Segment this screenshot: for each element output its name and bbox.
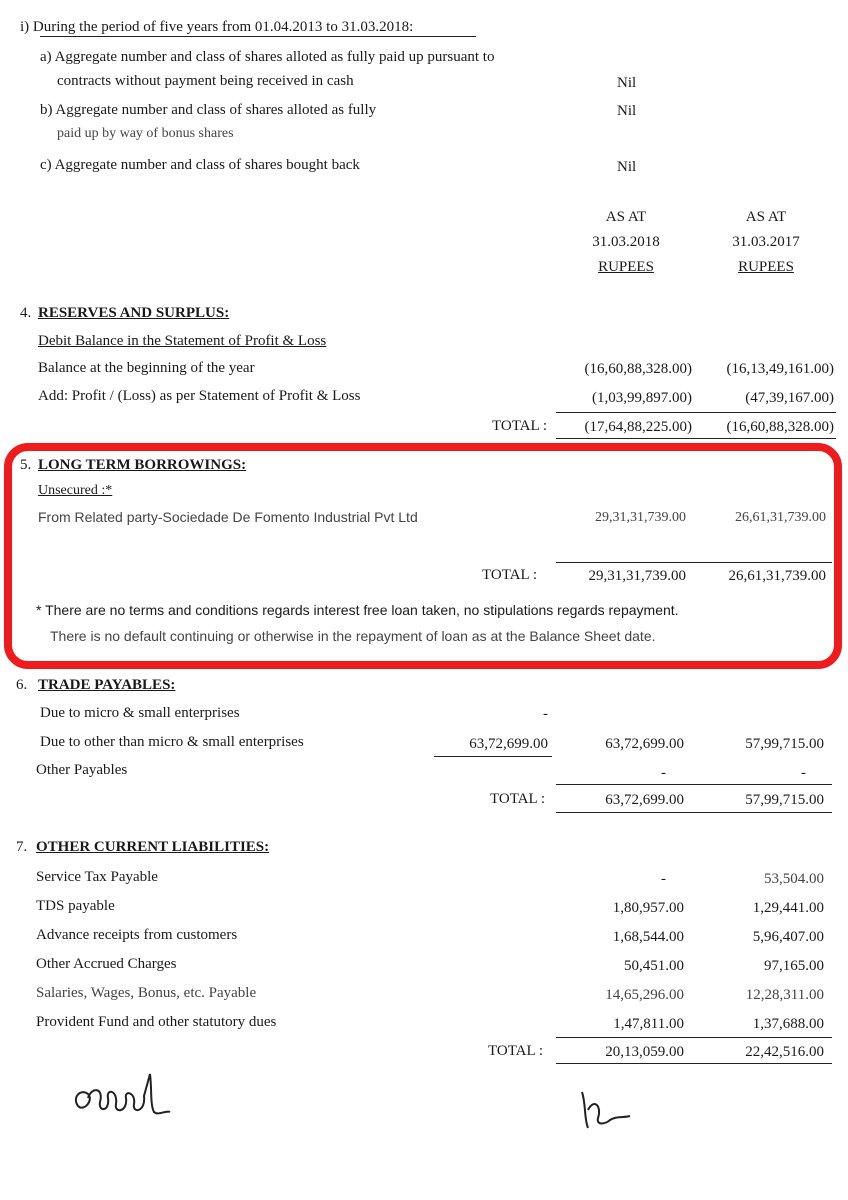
col-2017-currency: RUPEES [738,259,794,275]
payables-row-label: Due to other than micro & small enterprises [40,734,304,750]
liabilities-row-2018: 50,451.00 [624,958,684,974]
borrowings-total-2017: 26,61,31,739.00 [728,568,826,584]
borrowings-note-2: There is no default continuing or otherwise in the repayment of loan as at the Balance Sheet date. [50,628,656,644]
payables-row-2017: 57,99,715.00 [745,736,824,752]
reserves-total-2018: (17,64,88,225.00) [584,419,692,435]
liabilities-row-2018: 1,47,811.00 [613,1016,684,1032]
payables-row-2018: - [661,765,666,781]
col-2017-date: 31.03.2017 [732,234,800,250]
borrowings-total-label: TOTAL : [482,567,538,583]
payables-row-2017: - [801,765,806,781]
liabilities-row-label: Service Tax Payable [36,869,158,885]
col-2018-currency: RUPEES [598,259,654,275]
borrowings-note-1: * There are no terms and conditions regards interest free loan taken, no stipulations regards repayment. [36,602,679,618]
reserves-row-2017: (47,39,167.00) [745,390,834,406]
col-2018-as-at: AS AT [605,209,647,225]
liabilities-row-label: Provident Fund and other statutory dues [36,1014,277,1030]
payables-row-pre: 63,72,699.00 [469,736,548,752]
section-4-subheading: Debit Balance in the Statement of Profit & Loss [38,333,327,349]
payables-total-rule [556,784,832,785]
liabilities-row-label: Salaries, Wages, Bonus, etc. Payable [36,985,257,1001]
liabilities-row-label: TDS payable [36,898,115,914]
liabilities-row-2017: 97,165.00 [764,958,824,974]
payables-total-2018: 63,72,699.00 [605,792,684,808]
liabilities-row-label: Advance receipts from customers [36,927,238,943]
liabilities-row-2018: 1,80,957.00 [612,900,684,916]
liabilities-total-underline [556,1063,832,1064]
section-5-subheading: Unsecured :* [38,483,113,498]
reserves-row-label: Balance at the beginning of the year [38,360,255,376]
payables-total-label: TOTAL : [490,791,546,807]
reserves-row-2017: (16,13,49,161.00) [726,361,834,377]
period-heading: i) During the period of five years from 01.04.2013 to 31.03.2018: [20,19,414,35]
item-b-line1: b) Aggregate number and class of shares alloted as fully [40,102,377,118]
payables-total-underline [556,812,832,813]
reserves-total-label: TOTAL : [492,418,548,434]
reserves-total-underline [556,438,836,439]
payables-row-pre: - [543,706,548,722]
liabilities-row-2018: - [661,871,666,887]
payables-pre-rule [434,756,552,757]
liabilities-row-2017: 53,504.00 [764,871,824,887]
reserves-total-rule [556,412,836,413]
period-heading-underline [40,36,476,37]
section-6-number: 6. [16,677,28,693]
item-b-value: Nil [617,103,637,119]
section-6-title: TRADE PAYABLES: [38,677,176,693]
liabilities-total-2018: 20,13,059.00 [605,1044,684,1060]
reserves-total-2017: (16,60,88,328.00) [726,419,834,435]
liabilities-row-2017: 1,29,441.00 [752,900,824,916]
borrowings-total-rule [556,562,832,563]
item-c-line1: c) Aggregate number and class of shares bought back [40,157,360,173]
section-5-number: 5. [20,457,32,473]
item-c-value: Nil [617,159,637,175]
borrowings-total-2018: 29,31,31,739.00 [588,568,686,584]
payables-row-label: Other Payables [36,762,128,778]
signature-left [70,1068,180,1128]
section-4-number: 4. [20,305,32,321]
section-5-title: LONG TERM BORROWINGS: [38,457,247,473]
liabilities-total-2017: 22,42,516.00 [745,1044,824,1060]
liabilities-row-label: Other Accrued Charges [36,956,177,972]
reserves-row-2018: (16,60,88,328.00) [584,361,692,377]
item-a-line2: contracts without payment being received in cash [57,73,354,89]
borrowings-row-2017: 26,61,31,739.00 [735,510,826,525]
payables-total-2017: 57,99,715.00 [745,792,824,808]
section-4-title: RESERVES AND SURPLUS: [38,305,230,321]
section-7-title: OTHER CURRENT LIABILITIES: [36,839,270,855]
liabilities-row-2018: 1,68,544.00 [612,929,684,945]
col-2017-as-at: AS AT [745,209,787,225]
liabilities-row-2018: 14,65,296.00 [605,987,684,1003]
signature-right [576,1080,636,1140]
item-a-line1: a) Aggregate number and class of shares alloted as fully paid up pursuant to [40,49,495,65]
liabilities-row-2017: 1,37,688.00 [752,1016,824,1032]
reserves-row-2018: (1,03,99,897.00) [592,390,692,406]
payables-row-2018: 63,72,699.00 [605,736,684,752]
borrowings-row-2018: 29,31,31,739.00 [595,510,686,525]
borrowings-row-label: From Related party-Sociedade De Fomento Industrial Pvt Ltd [38,509,418,525]
section-7-number: 7. [16,839,28,855]
reserves-row-label: Add: Profit / (Loss) as per Statement of Profit & Loss [38,388,361,404]
payables-row-label: Due to micro & small enterprises [40,705,240,721]
item-b-line2: paid up by way of bonus shares [57,126,234,141]
col-2018-date: 31.03.2018 [592,234,660,250]
liabilities-total-label: TOTAL : [488,1043,544,1059]
liabilities-row-2017: 5,96,407.00 [752,929,824,945]
liabilities-total-rule [556,1037,832,1038]
liabilities-row-2017: 12,28,311.00 [745,987,824,1003]
item-a-value: Nil [617,75,637,91]
